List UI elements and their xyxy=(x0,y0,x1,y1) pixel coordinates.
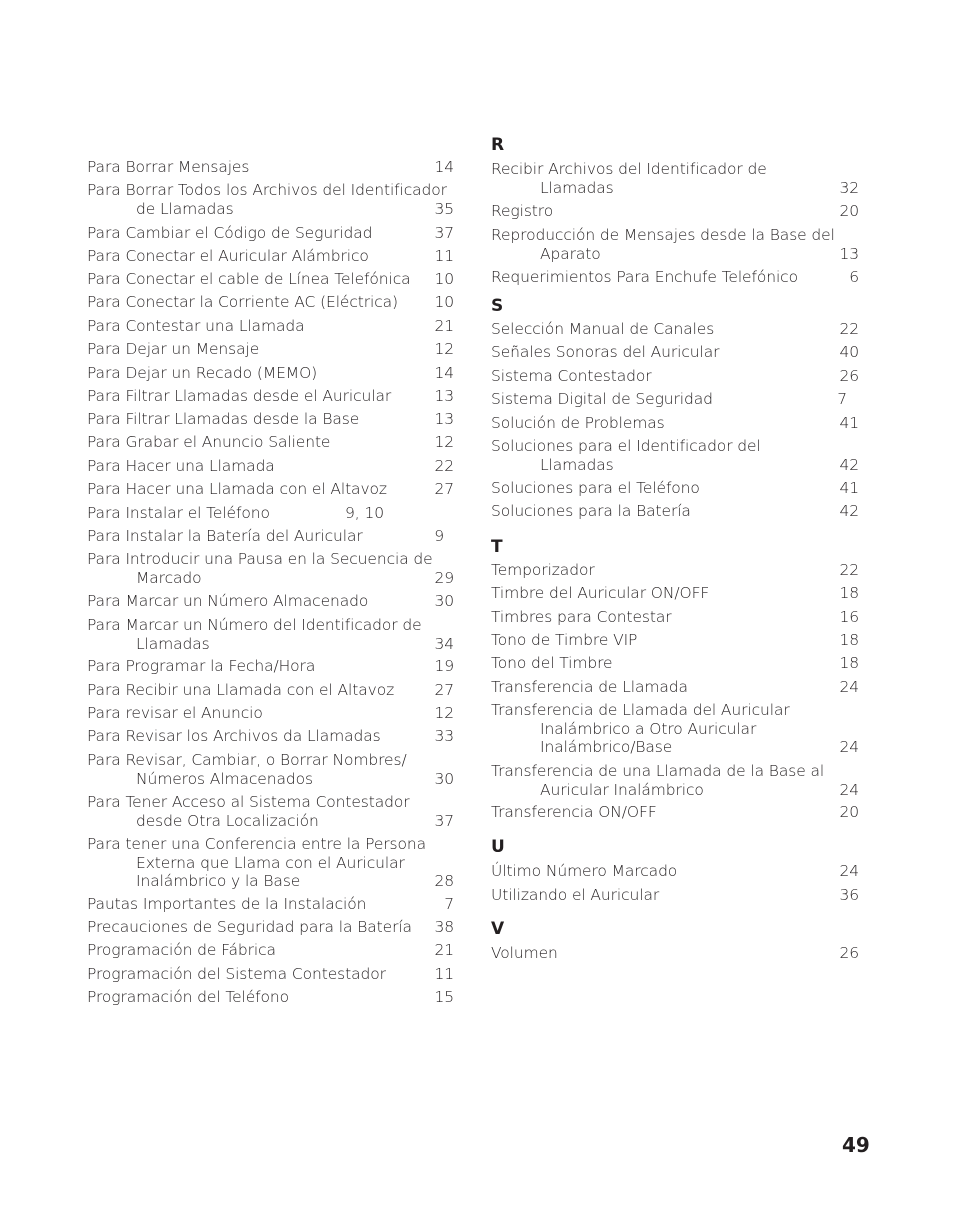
index-entry-label xyxy=(87,181,454,218)
index-entry-page: 11 xyxy=(434,965,454,983)
index-entry xyxy=(87,433,454,452)
index-entry-label xyxy=(87,918,454,937)
section-letter: V xyxy=(491,919,505,939)
index-entry-page: 24 xyxy=(839,862,859,880)
index-entry-label xyxy=(491,479,859,498)
index-entry-label xyxy=(87,550,454,587)
index-entry-text: Para revisar el Anuncio xyxy=(87,704,263,722)
index-entry-text: Para Recibir una Llamada con el Altavoz xyxy=(87,681,395,699)
index-entry xyxy=(491,414,859,433)
index-entry-label xyxy=(491,584,859,603)
index-entry-label xyxy=(87,410,454,429)
index-entry xyxy=(491,160,859,197)
index-entry-label xyxy=(491,631,859,650)
index-entry xyxy=(87,293,454,312)
index-entry xyxy=(491,886,859,905)
index-entry-continuation: Auricular Inalámbrico xyxy=(540,780,704,799)
index-entry xyxy=(87,616,454,653)
index-entry-page: 13 xyxy=(434,410,454,428)
index-entry-label xyxy=(87,592,454,611)
index-entry xyxy=(87,317,454,336)
index-entry-page: 22 xyxy=(839,320,859,338)
index-entry-page: 7 xyxy=(444,895,454,913)
index-entry-label xyxy=(87,317,454,336)
index-entry-text: Para Cambiar el Código de Seguridad xyxy=(87,224,373,242)
index-entry xyxy=(491,367,859,386)
index-entry-page: 19 xyxy=(434,657,454,675)
index-entry-text: Para Revisar, Cambiar, o Borrar Nombres/ xyxy=(87,751,407,769)
index-entry xyxy=(87,181,454,218)
index-entry xyxy=(491,320,859,339)
index-entry xyxy=(87,550,454,587)
index-entry-page: 42 xyxy=(839,502,859,520)
index-entry-page: 30 xyxy=(434,769,454,788)
index-entry-page: 37 xyxy=(434,811,454,830)
index-entry-text: Selección Manual de Canales xyxy=(491,320,715,338)
index-entry-label xyxy=(87,727,454,746)
index-entry-label xyxy=(491,414,859,433)
index-entry xyxy=(491,631,859,650)
index-entry-label xyxy=(87,751,454,788)
index-entry-text: Para Dejar un Mensaje xyxy=(87,340,260,358)
index-entry-text: Requerimientos Para Enchufe Telefónico xyxy=(491,268,798,286)
index-entry xyxy=(87,793,454,830)
index-entry-page: 10 xyxy=(434,293,454,311)
index-entry-page: 29 xyxy=(434,568,454,587)
index-entry-text: Para Tener Acceso al Sistema Contestador xyxy=(87,793,410,811)
index-entry-text: Para tener una Conferencia entre la Persona xyxy=(87,835,427,853)
index-entry xyxy=(87,727,454,746)
index-entry-text: Para Dejar un Recado (MEMO) xyxy=(87,364,318,382)
index-entry-label xyxy=(87,480,454,499)
index-entry-label xyxy=(87,224,454,243)
index-entry-page: 30 xyxy=(434,592,454,610)
index-entry xyxy=(491,678,859,697)
index-entry-text: Programación del Sistema Contestador xyxy=(87,965,386,983)
index-entry-page: 35 xyxy=(434,199,454,218)
index-entry xyxy=(491,803,859,822)
index-entry-text: Solución de Problemas xyxy=(491,414,665,432)
index-entry-label xyxy=(87,247,454,266)
index-entry-label xyxy=(87,681,454,700)
index-entry xyxy=(87,224,454,243)
index-entry-page: 10 xyxy=(434,270,454,288)
index-entry xyxy=(491,437,859,474)
index-entry-text: Para Instalar la Batería del Auricular xyxy=(87,527,363,545)
index-entry-text: Timbre del Auricular ON/OFF xyxy=(491,584,710,602)
index-entry xyxy=(491,502,859,521)
index-entry-continuation: Marcado xyxy=(136,568,202,587)
index-entry-continuation: Inalámbrico/Base xyxy=(540,738,673,757)
section-letter: S xyxy=(491,296,504,316)
index-entry-continuation: Llamadas xyxy=(540,178,614,197)
index-entry-continuation: Llamadas xyxy=(136,634,210,653)
index-entry-page: 18 xyxy=(839,584,859,602)
index-entry-continuation: de Llamadas xyxy=(136,199,234,218)
index-entry-text: Soluciones para el Identificador del xyxy=(491,437,761,455)
index-entry-text: Sistema Digital de Seguridad xyxy=(491,390,713,408)
index-entry-label xyxy=(491,886,859,905)
index-entry-label xyxy=(87,704,454,723)
index-entry xyxy=(87,247,454,266)
index-entry-page: 27 xyxy=(434,681,454,699)
index-entry-continuation: Llamadas xyxy=(540,455,614,474)
index-entry xyxy=(87,835,454,891)
index-entry-page: 38 xyxy=(434,918,454,936)
index-entry-label xyxy=(87,387,454,406)
section-letter: U xyxy=(491,837,505,857)
index-entry-text: Para Borrar Mensajes xyxy=(87,158,250,176)
index-entry-page: 20 xyxy=(839,202,859,220)
index-entry-text: Recibir Archivos del Identificador de xyxy=(491,160,767,178)
index-entry-label xyxy=(87,364,454,383)
index-entry-text: Para Filtrar Llamadas desde el Auricular xyxy=(87,387,392,405)
index-entry-page: 41 xyxy=(839,479,859,497)
index-entry-text: Utilizando el Auricular xyxy=(491,886,660,904)
index-entry-label xyxy=(87,457,454,476)
index-entry-label xyxy=(87,270,454,289)
index-entry-label xyxy=(87,793,454,830)
index-entry-label xyxy=(491,762,859,799)
index-entry-label xyxy=(87,504,454,523)
index-entry xyxy=(87,457,454,476)
index-entry-page: 12 xyxy=(434,704,454,722)
index-entry xyxy=(87,918,454,937)
index-entry-page: 12 xyxy=(434,340,454,358)
index-entry-text: Para Filtrar Llamadas desde la Base xyxy=(87,410,360,428)
index-entry-label xyxy=(87,616,454,653)
index-entry xyxy=(491,390,859,409)
index-entry-label xyxy=(87,988,454,1007)
index-entry-text: Para Instalar el Teléfono xyxy=(87,504,270,522)
index-entry xyxy=(87,527,454,546)
index-entry-label xyxy=(491,390,859,409)
index-entry xyxy=(491,268,859,287)
index-entry-page: 26 xyxy=(839,944,859,962)
section-letter: R xyxy=(491,135,505,155)
index-entry-label xyxy=(491,343,859,362)
index-entry-page: 34 xyxy=(434,634,454,653)
index-entry-page: 24 xyxy=(839,678,859,696)
index-entry-label xyxy=(491,202,859,221)
index-entry-text: Para Grabar el Anuncio Saliente xyxy=(87,433,331,451)
index-entry-label xyxy=(491,678,859,697)
index-entry-label xyxy=(87,835,454,891)
index-entry-continuation: Aparato xyxy=(540,244,601,263)
index-entry-label xyxy=(491,701,859,757)
index-entry-page: 14 xyxy=(434,364,454,382)
index-entry xyxy=(87,270,454,289)
index-entry-text: Tono del Timbre xyxy=(491,654,613,672)
index-entry-page: 18 xyxy=(839,654,859,672)
index-entry xyxy=(87,941,454,960)
index-entry-text: Para Programar la Fecha/Hora xyxy=(87,657,316,675)
index-entry xyxy=(491,343,859,362)
section-letter: T xyxy=(491,537,503,557)
index-entry xyxy=(87,681,454,700)
index-entry-text: Señales Sonoras del Auricular xyxy=(491,343,720,361)
index-entry-text: Último Número Marcado xyxy=(491,862,678,880)
index-entry-page: 22 xyxy=(434,457,454,475)
index-entry-page: 13 xyxy=(434,387,454,405)
index-entry-page: 14 xyxy=(434,158,454,176)
index-entry-text: Sistema Contestador xyxy=(491,367,652,385)
index-entry xyxy=(491,762,859,799)
index-entry xyxy=(87,364,454,383)
index-entry-text: Para Hacer una Llamada xyxy=(87,457,275,475)
index-entry-text: Para Conectar el Auricular Alámbrico xyxy=(87,247,369,265)
index-entry-text: Para Borrar Todos los Archivos del Identificador xyxy=(87,181,447,199)
index-entry-page: 41 xyxy=(839,414,859,432)
index-entry-label xyxy=(491,268,859,287)
index-entry-text: Programación de Fábrica xyxy=(87,941,276,959)
page-number: 49 xyxy=(842,1133,870,1157)
index-entry xyxy=(87,657,454,676)
index-entry-page: 9, 10 xyxy=(345,504,384,522)
index-entry-label xyxy=(87,340,454,359)
index-entry-text: Para Hacer una Llamada con el Altavoz xyxy=(87,480,387,498)
index-entry-text: Tono de Timbre VIP xyxy=(491,631,638,649)
index-entry-label xyxy=(87,293,454,312)
index-entry-text: Transferencia de Llamada del Auricular xyxy=(491,701,790,719)
index-entry-text: Soluciones para el Teléfono xyxy=(491,479,700,497)
index-entry-text: Para Conectar la Corriente AC (Eléctrica) xyxy=(87,293,399,311)
index-entry-page: 11 xyxy=(434,247,454,265)
index-entry xyxy=(87,751,454,788)
index-entry-page: 42 xyxy=(839,455,859,474)
index-entry-text: Para Contestar una Llamada xyxy=(87,317,305,335)
index-entry-text: Para Conectar el cable de Línea Telefónica xyxy=(87,270,411,288)
index-entry-page: 21 xyxy=(434,317,454,335)
index-entry-text: Transferencia de Llamada xyxy=(491,678,688,696)
index-entry-label xyxy=(87,433,454,452)
index-entry xyxy=(87,340,454,359)
index-entry-page: 24 xyxy=(839,780,859,799)
index-entry xyxy=(87,158,454,177)
index-entry-continuation: desde Otra Localización xyxy=(136,811,319,830)
index-entry-label xyxy=(87,965,454,984)
index-entry-page: 24 xyxy=(839,738,859,757)
index-entry xyxy=(87,988,454,1007)
index-entry-page: 15 xyxy=(434,988,454,1006)
index-entry xyxy=(491,226,859,263)
index-entry xyxy=(491,862,859,881)
index-entry xyxy=(87,480,454,499)
index-entry-text: Precauciones de Seguridad para la Batería xyxy=(87,918,412,936)
index-entry-label xyxy=(491,367,859,386)
index-entry-text: Para Marcar un Número Almacenado xyxy=(87,592,369,610)
index-entry-page: 27 xyxy=(434,480,454,498)
index-entry-page: 32 xyxy=(839,178,859,197)
index-entry-continuation: Externa que Llama con el Auricular xyxy=(136,853,405,872)
index-entry-text: Para Introducir una Pausa en la Secuencia de xyxy=(87,550,433,568)
index-entry-continuation: Inalámbrico y la Base xyxy=(136,872,301,891)
index-entry-text: Para Marcar un Número del Identificador de xyxy=(87,616,422,634)
index-entry-page: 21 xyxy=(434,941,454,959)
index-entry-text: Registro xyxy=(491,202,554,220)
index-entry xyxy=(491,202,859,221)
index-entry-text: Timbres para Contestar xyxy=(491,608,672,626)
index-entry-label xyxy=(491,654,859,673)
index-entry xyxy=(491,944,859,963)
index-entry-page: 7 xyxy=(837,390,847,408)
index-entry-label xyxy=(491,502,859,521)
index-entry-continuation: Números Almacenados xyxy=(136,769,313,788)
index-entry-text: Reproducción de Mensajes desde la Base del xyxy=(491,226,835,244)
index-entry-label xyxy=(491,437,859,474)
index-entry-text: Transferencia de una Llamada de la Base al xyxy=(491,762,825,780)
index-entry-label xyxy=(87,527,454,546)
index-entry-page: 18 xyxy=(839,631,859,649)
index-entry-page: 12 xyxy=(434,433,454,451)
index-entry-page: 13 xyxy=(839,244,859,263)
index-entry xyxy=(87,410,454,429)
index-entry-text: Volumen xyxy=(491,944,558,962)
index-entry-label xyxy=(491,160,859,197)
index-entry xyxy=(491,654,859,673)
index-entry xyxy=(491,561,859,580)
index-entry xyxy=(87,895,454,914)
index-entry-label xyxy=(87,895,454,914)
index-entry-text: Temporizador xyxy=(491,561,595,579)
index-entry xyxy=(491,608,859,627)
index-entry-label xyxy=(491,226,859,263)
index-entry-text: Pautas Importantes de la Instalación xyxy=(87,895,367,913)
index-entry xyxy=(87,504,454,523)
index-entry-page: 22 xyxy=(839,561,859,579)
index-entry-page: 28 xyxy=(434,872,454,891)
index-entry-label xyxy=(491,320,859,339)
index-entry-label xyxy=(87,941,454,960)
index-entry-continuation: Inalámbrico a Otro Auricular xyxy=(540,719,757,738)
index-entry xyxy=(491,701,859,757)
index-entry-text: Programación del Teléfono xyxy=(87,988,289,1006)
index-entry-page: 33 xyxy=(434,727,454,745)
index-entry-page: 37 xyxy=(434,224,454,242)
index-entry-label xyxy=(491,803,859,822)
index-entry-label xyxy=(87,158,454,177)
index-entry-label xyxy=(491,862,859,881)
index-entry-label xyxy=(87,657,454,676)
index-entry-page: 40 xyxy=(839,343,859,361)
index-entry xyxy=(491,479,859,498)
index-entry-label xyxy=(491,608,859,627)
index-entry-page: 36 xyxy=(839,886,859,904)
index-entry-page: 16 xyxy=(839,608,859,626)
index-entry xyxy=(87,704,454,723)
index-entry-page: 20 xyxy=(839,803,859,821)
index-entry-label xyxy=(491,561,859,580)
index-entry-text: Para Revisar los Archivos da Llamadas xyxy=(87,727,381,745)
index-entry-page: 6 xyxy=(849,268,859,286)
index-entry xyxy=(491,584,859,603)
index-entry-page: 26 xyxy=(839,367,859,385)
index-entry-page: 9 xyxy=(434,527,444,545)
index-entry-label xyxy=(491,944,859,963)
index-entry xyxy=(87,387,454,406)
index-entry xyxy=(87,965,454,984)
index-entry-text: Transferencia ON/OFF xyxy=(491,803,657,821)
index-entry xyxy=(87,592,454,611)
index-entry-text: Soluciones para la Batería xyxy=(491,502,691,520)
